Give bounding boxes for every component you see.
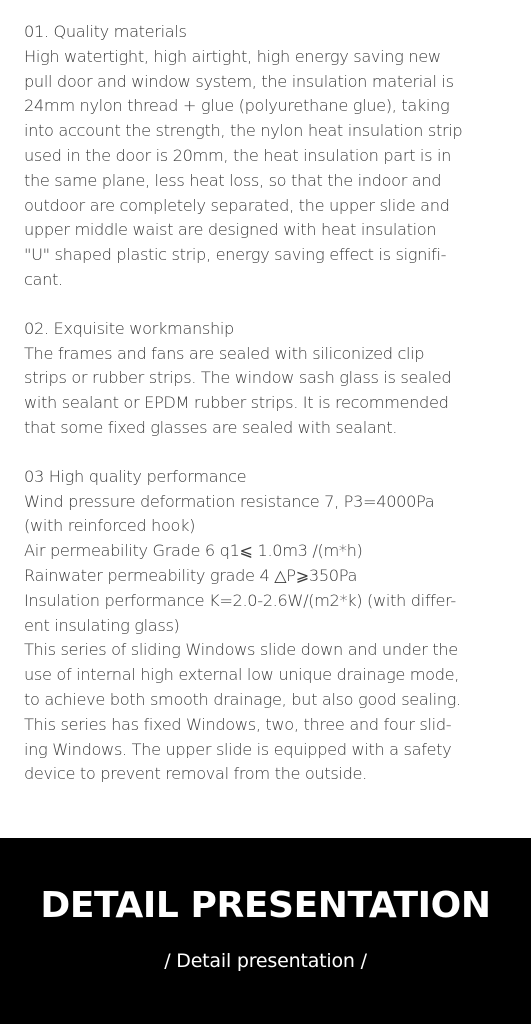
detail-presentation-banner <box>0 838 531 1024</box>
text-line: pull door and window system, the insulation material is <box>24 71 454 91</box>
text-line: Air permeability Grade 6 q1⩽ 1.0m3 /(m*h) <box>24 541 363 561</box>
text-line: cant. <box>24 269 63 289</box>
text-line: upper middle waist are designed with heat insulation <box>24 220 437 240</box>
text-line: Wind pressure deformation resistance 7, P3=4000Pa <box>24 491 435 511</box>
text-line: ing Windows. The upper slide is equipped with a safety <box>24 739 452 759</box>
text-line: that some fixed glasses are sealed with sealant. <box>24 417 398 437</box>
section-exquisite-workmanship <box>24 317 516 441</box>
text-line: "U" shaped plastic strip, energy saving effect is signifi- <box>24 245 447 265</box>
text-line: used in the door is 20mm, the heat insulation part is in <box>24 145 452 165</box>
text-line: The frames and fans are sealed with siliconized clip <box>24 343 425 363</box>
section-high-quality-performance <box>24 465 516 787</box>
text-line: This series has fixed Windows, two, three and four slid- <box>24 714 452 734</box>
text-line: 24mm nylon thread + glue (polyurethane glue), taking <box>24 96 450 116</box>
section-quality-materials <box>24 20 516 293</box>
text-line: device to prevent removal from the outside. <box>24 764 367 784</box>
text-line: strips or rubber strips. The window sash glass is sealed <box>24 368 452 388</box>
banner-subtitle: / Detail presentation / <box>164 950 367 972</box>
text-line: outdoor are completely separated, the upper slide and <box>24 195 450 215</box>
text-line: into account the strength, the nylon heat insulation strip <box>24 121 463 141</box>
section-heading: 03 High quality performance <box>24 466 247 486</box>
banner-title: DETAIL PRESENTATION <box>40 885 491 926</box>
text-line: (with reinforced hook) <box>24 516 196 536</box>
text-line: High watertight, high airtight, high energy saving new <box>24 46 441 66</box>
section-heading: 01. Quality materials <box>24 22 187 41</box>
text-line: Rainwater permeability grade 4 △P⩾350Pa <box>24 565 358 585</box>
text-line: with sealant or EPDM rubber strips. It is recommended <box>24 393 449 413</box>
text-line: to achieve both smooth drainage, but also good sealing. <box>24 689 461 709</box>
text-line: ent insulating glass) <box>24 615 180 635</box>
text-line: Insulation performance K=2.0-2.6W/(m2*k) (with differ- <box>24 590 456 610</box>
text-line: This series of sliding Windows slide down and under the <box>24 640 458 660</box>
text-line: the same plane, less heat loss, so that the indoor and <box>24 170 442 190</box>
spec-text-content <box>24 20 516 811</box>
text-line: use of internal high external low unique drainage mode, <box>24 665 460 685</box>
section-heading: 02. Exquisite workmanship <box>24 318 234 338</box>
